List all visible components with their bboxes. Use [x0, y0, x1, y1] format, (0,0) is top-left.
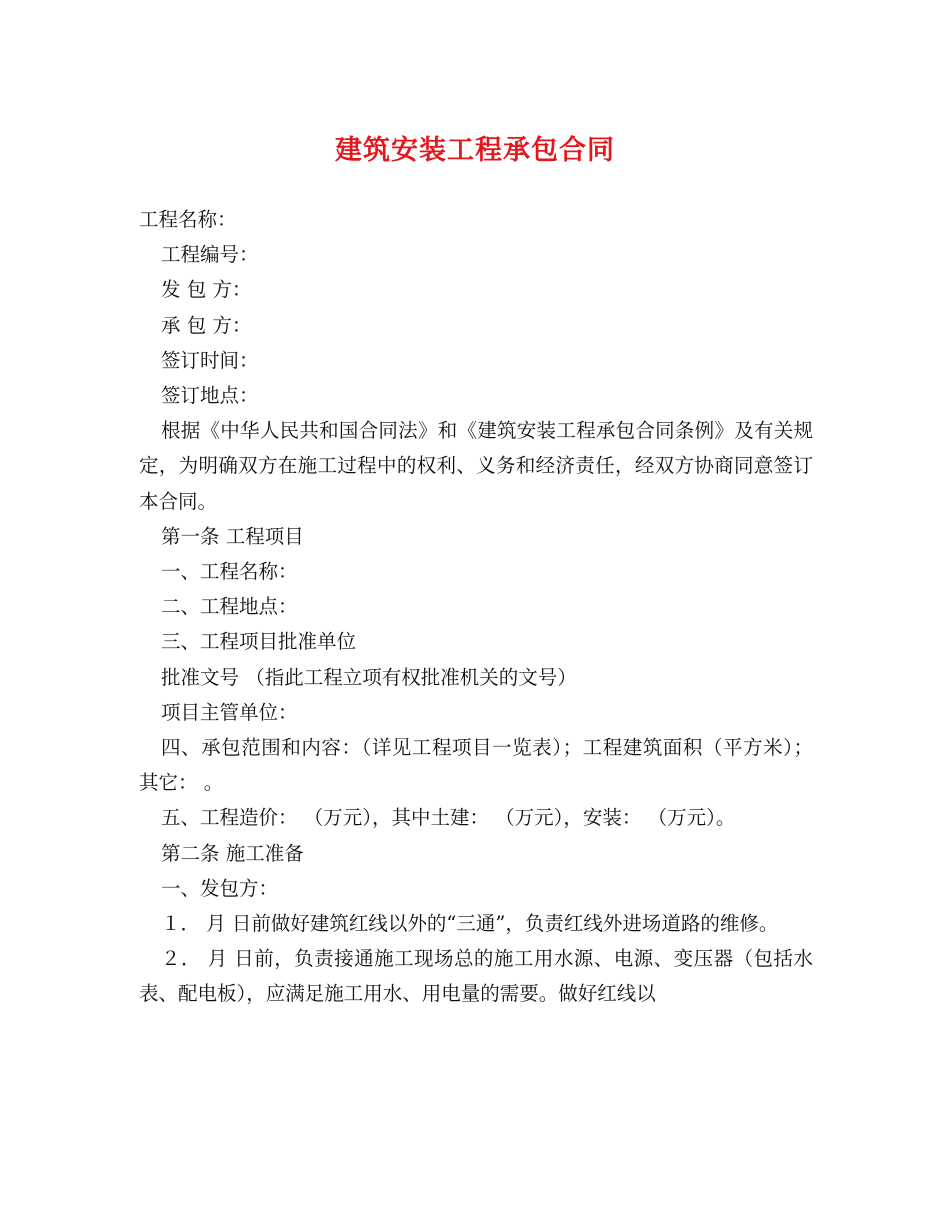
field-project-name: 工程名称：: [139, 208, 237, 231]
article-1-heading: 第一条 工程项目: [161, 524, 304, 548]
clause-2: ２． 月 日前，负责接通施工现场总的施工用水源、电源、变压器（包括水表、配电板），应满足施工用水、用电量的需要。做好红线以: [139, 947, 813, 1006]
clause-1: １． 月 日前做好建筑红线以外的“三通”，负责红线外进场道路的维修。: [161, 912, 779, 936]
field-contractor: 承 包 方：: [161, 313, 252, 337]
section-employer: 一、发包方：: [161, 876, 279, 900]
field-signing-place: 签订地点：: [161, 384, 259, 408]
article-2-heading: 第二条 施工准备: [161, 841, 304, 865]
item-project-location: 二、工程地点：: [161, 595, 298, 619]
item-approval-number: 批准文号 （指此工程立项有权批准机关的文号）: [161, 665, 577, 689]
document-body: [139, 202, 813, 1012]
item-scope: 四、承包范围和内容：（详见工程项目一览表）；工程建筑面积（平方米）；其它： 。: [139, 736, 813, 795]
item-project-name: 一、工程名称：: [161, 560, 298, 584]
field-employer: 发 包 方：: [161, 278, 252, 302]
item-supervising-unit: 项目主管单位：: [161, 700, 298, 724]
preamble-paragraph: 根据《中华人民共和国合同法》和《建筑安装工程承包合同条例》及有关规定，为明确双方在施工过程中的权利、义务和经济责任，经双方协商同意签订本合同。: [139, 419, 813, 513]
document-title: 建筑安装工程承包合同: [335, 135, 615, 166]
field-project-number: 工程编号：: [161, 243, 259, 267]
item-cost: 五、工程造价： （万元），其中土建： （万元），安装： （万元）。: [161, 806, 736, 830]
field-signing-date: 签订时间：: [161, 348, 259, 372]
item-approval-unit: 三、工程项目批准单位: [161, 630, 357, 654]
